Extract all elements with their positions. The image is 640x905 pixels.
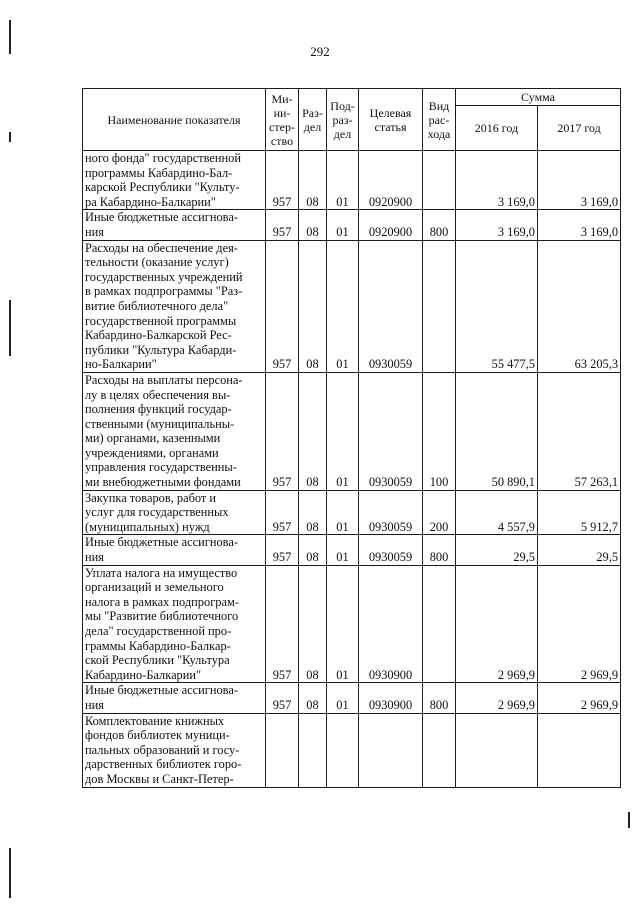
amount-2017-cell: [538, 713, 621, 787]
header-subsection: Под- раз- дел: [327, 89, 359, 151]
subsection-cell: 01: [327, 683, 359, 713]
left-margin-mark-middle: [9, 300, 11, 356]
ministry-cell: 957: [266, 565, 299, 683]
amount-2016-cell: [456, 713, 538, 787]
ministry-cell: 957: [266, 240, 299, 372]
header-target: Целевая статья: [359, 89, 423, 151]
subsection-cell: 01: [327, 240, 359, 372]
subsection-cell: 01: [327, 210, 359, 240]
ministry-cell: 957: [266, 210, 299, 240]
amount-2016-cell: 4 557,9: [456, 490, 538, 535]
amount-2016-cell: 55 477,5: [456, 240, 538, 372]
section-cell: 08: [299, 535, 327, 565]
section-cell: 08: [299, 372, 327, 490]
left-margin-mark-top: [9, 20, 11, 54]
section-cell: 08: [299, 565, 327, 683]
left-margin-mark-bottom: [9, 848, 11, 898]
ministry-cell: 957: [266, 372, 299, 490]
amount-2016-cell: 2 969,9: [456, 683, 538, 713]
subsection-cell: 01: [327, 535, 359, 565]
ministry-cell: [266, 713, 299, 787]
table-row: [83, 683, 621, 713]
table-row: [83, 713, 621, 787]
section-cell: 08: [299, 240, 327, 372]
section-cell: 08: [299, 683, 327, 713]
table-row: [83, 565, 621, 683]
subsection-cell: 01: [327, 372, 359, 490]
header-ministry: Ми- ни- стер- ство: [266, 89, 299, 151]
section-cell: 08: [299, 210, 327, 240]
header-year-2017: 2017 год: [538, 106, 621, 151]
header-section: Раз- дел: [299, 89, 327, 151]
table-body: [83, 151, 621, 788]
header-expense-type: Вид рас- хода: [423, 89, 456, 151]
amount-2016-cell: 29,5: [456, 535, 538, 565]
expense-type-cell: [423, 565, 456, 683]
subsection-cell: [327, 713, 359, 787]
table-row: [83, 240, 621, 372]
amount-2016-cell: 3 169,0: [456, 210, 538, 240]
table-row: [83, 151, 621, 210]
target-cell: 0920900: [359, 151, 423, 210]
header-sum: Сумма: [456, 89, 621, 106]
header-year-2016: 2016 год: [456, 106, 538, 151]
indicator-name-cell: Иные бюджетные ассигнова- ния: [83, 210, 266, 240]
section-cell: 08: [299, 151, 327, 210]
target-cell: 0930059: [359, 240, 423, 372]
budget-table: [82, 88, 621, 788]
amount-2017-cell: 63 205,3: [538, 240, 621, 372]
ministry-cell: 957: [266, 683, 299, 713]
target-cell: 0930900: [359, 683, 423, 713]
target-cell: 0930059: [359, 490, 423, 535]
amount-2017-cell: 57 263,1: [538, 372, 621, 490]
page-number: 292: [310, 44, 330, 59]
indicator-name-cell: Комплектование книжных фондов библиотек муници- пальных образований и госу- дарственных библиотек горо- дов Москвы и Санкт-Петер-: [83, 713, 266, 787]
indicator-name-cell: ного фонда" государственной программы Кабардино-Бал- карской Республики "Культу- ра Кабардино-Балкарии": [83, 151, 266, 210]
amount-2017-cell: 5 912,7: [538, 490, 621, 535]
expense-type-cell: 200: [423, 490, 456, 535]
target-cell: 0930059: [359, 535, 423, 565]
ministry-cell: 957: [266, 535, 299, 565]
indicator-name-cell: Расходы на обеспечение дея- тельности (оказание услуг) государственных учреждений в рамках подпрограммы "Раз- витие библиотечного дела" государственной программы Кабардино-Балкарской Рес- публики "Культура Кабарди- но-Балкарии": [83, 240, 266, 372]
header-name: Наименование показателя: [83, 89, 266, 151]
table-row: [83, 372, 621, 490]
subsection-cell: 01: [327, 565, 359, 683]
amount-2017-cell: 2 969,9: [538, 683, 621, 713]
ministry-cell: 957: [266, 490, 299, 535]
amount-2017-cell: 2 969,9: [538, 565, 621, 683]
expense-type-cell: [423, 713, 456, 787]
table-row: [83, 210, 621, 240]
expense-type-cell: 800: [423, 210, 456, 240]
indicator-name-cell: Закупка товаров, работ и услуг для государственных (муниципальных) нужд: [83, 490, 266, 535]
amount-2016-cell: 2 969,9: [456, 565, 538, 683]
left-margin-mark-small: [9, 132, 11, 142]
amount-2016-cell: 3 169,0: [456, 151, 538, 210]
target-cell: 0930900: [359, 565, 423, 683]
amount-2016-cell: 50 890,1: [456, 372, 538, 490]
expense-type-cell: 800: [423, 683, 456, 713]
amount-2017-cell: 3 169,0: [538, 151, 621, 210]
target-cell: 0920900: [359, 210, 423, 240]
indicator-name-cell: Иные бюджетные ассигнова- ния: [83, 683, 266, 713]
expense-type-cell: 800: [423, 535, 456, 565]
target-cell: [359, 713, 423, 787]
subsection-cell: 01: [327, 151, 359, 210]
right-margin-mark: [628, 812, 630, 828]
indicator-name-cell: Расходы на выплаты персона- лу в целях обеспечения вы- полнения функций государ- ственными (муниципальны- ми) органами, казенными учреждениями, органами управления государственны- ми внебюджетными фондами: [83, 372, 266, 490]
indicator-name-cell: Иные бюджетные ассигнова- ния: [83, 535, 266, 565]
amount-2017-cell: 29,5: [538, 535, 621, 565]
table-row: [83, 535, 621, 565]
expense-type-cell: 100: [423, 372, 456, 490]
expense-type-cell: [423, 240, 456, 372]
subsection-cell: 01: [327, 490, 359, 535]
amount-2017-cell: 3 169,0: [538, 210, 621, 240]
section-cell: [299, 713, 327, 787]
table-row: [83, 490, 621, 535]
target-cell: 0930059: [359, 372, 423, 490]
indicator-name-cell: Уплата налога на имущество организаций и земельного налога в рамках подпрограм- мы "Развитие библиотечного дела" государственной про- граммы Кабардино-Балкар- ской Республики "Культура Кабардино-Балкарии": [83, 565, 266, 683]
ministry-cell: 957: [266, 151, 299, 210]
expense-type-cell: [423, 151, 456, 210]
section-cell: 08: [299, 490, 327, 535]
